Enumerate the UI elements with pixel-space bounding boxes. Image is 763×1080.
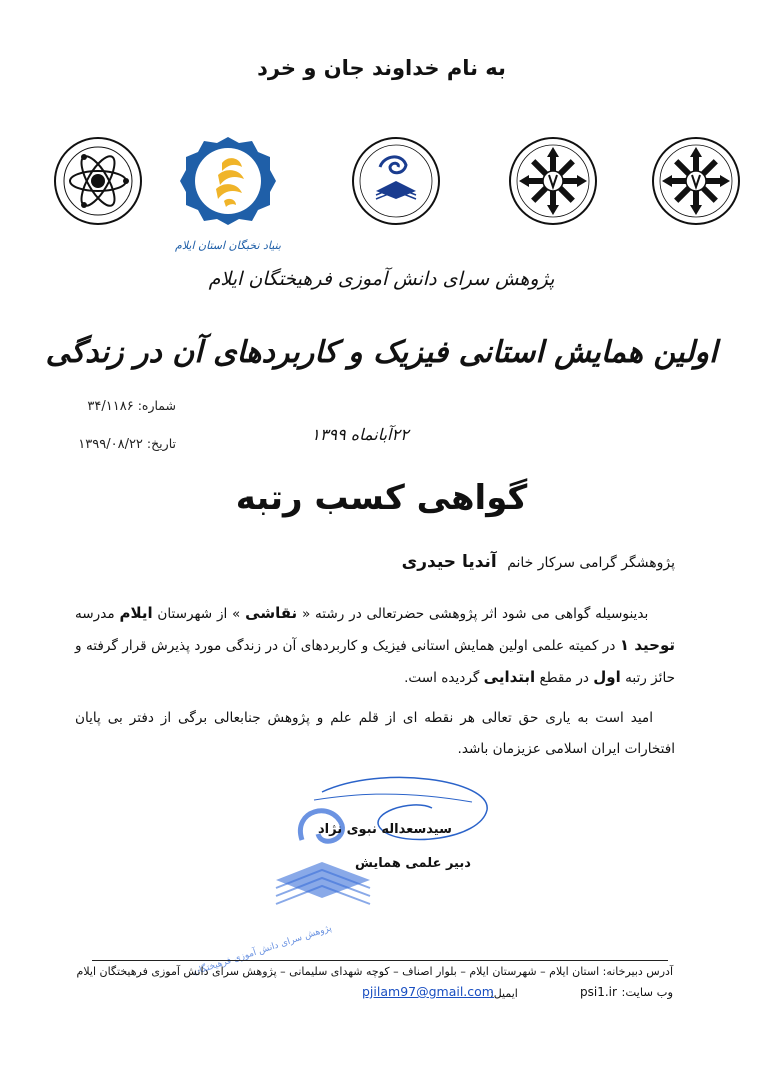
- date-label: تاریخ:: [146, 436, 176, 451]
- education-level: ابتدایی: [483, 668, 536, 686]
- letter-number: [64, 398, 176, 414]
- bonyad-caption: بنیاد نخبگان استان ایلام: [175, 239, 281, 252]
- website-label: وب سایت:: [621, 985, 673, 999]
- p1-text-e: در مقطع: [539, 670, 589, 686]
- bonyad-nokhbegan-logo: [175, 135, 281, 257]
- footer-address: آدرس دبیرخانه: استان ایلام – شهرستان ایلام – بلوار اصناف – کوچه شهدای سلیمانی – پژوهش سرای دانش آموزی فرهیختگان ایلام: [76, 965, 673, 978]
- education-ministry-emblem-2: [650, 135, 742, 227]
- number-value: ۳۴/۱۱۸۶: [87, 399, 134, 414]
- number-label: شماره:: [137, 398, 176, 413]
- certificate-paragraph-1: [75, 598, 675, 694]
- signer-role: دبیر علمی همایش: [355, 856, 471, 871]
- city-name: ایلام: [119, 604, 153, 622]
- p1-text-d: در کمیته علمی اولین همایش استانی فیزیک و کاربردهای آن در زندگی مورد پذیرش قرار گرفته و حائز رتبه: [75, 638, 675, 686]
- research-house-logo: [350, 135, 442, 227]
- website-link[interactable]: psi1.ir: [580, 985, 617, 999]
- conference-date: ۲۲آبانماه ۱۳۹۹: [311, 425, 409, 444]
- signer-name: سیدسعداله نبوی نژاد: [318, 822, 452, 837]
- email-label: ایمیل:: [490, 987, 518, 1000]
- school-name: توحید ۱: [619, 636, 675, 654]
- stamp-text: پژوهش سرای دانش آموزی فرهیختگان: [191, 923, 333, 978]
- footer-divider: [92, 960, 668, 961]
- p1-text-c: مدرسه: [75, 606, 115, 622]
- certificate-paragraph-2: [75, 703, 675, 765]
- p2-text: امید است به یاری حق تعالی هر نقطه ای از قلم علم و پژوهش جنابعالی برگی از دفتر بی پایان افتخارات ایران اسلامی عزیزمان باشد.: [75, 710, 675, 757]
- salutation: [402, 552, 675, 572]
- rank: اول: [593, 668, 621, 686]
- institute-name: پژوهش سرای دانش آموزی فرهیختگان ایلام: [208, 268, 555, 290]
- nuclear-science-society-logo: [52, 135, 144, 227]
- letter-date: [60, 436, 176, 452]
- education-ministry-emblem-1: [507, 135, 599, 227]
- invocation-heading: به نام خداوند جان و خرد: [257, 56, 506, 80]
- date-value: ۱۳۹۹/۰۸/۲۲: [78, 437, 143, 452]
- p1-text-b: » از شهرستان: [157, 606, 241, 622]
- email-link[interactable]: pjilam97@gmail.com: [362, 984, 494, 999]
- recipient-name: آندیا حیدری: [401, 552, 497, 572]
- field-name: نقاشی: [245, 604, 298, 622]
- p1-text-a: بدینوسیله گواهی می شود اثر پژوهشی حضرتعالی در رشته «: [301, 606, 649, 622]
- certificate-title: گواهی کسب رتبه: [235, 478, 528, 518]
- conference-title: اولین همایش استانی فیزیک و کاربردهای آن در زندگی: [45, 335, 718, 370]
- salutation-text: پژوهشگر گرامی سرکار خانم: [507, 555, 675, 571]
- p1-text-f: گردیده است.: [404, 670, 480, 686]
